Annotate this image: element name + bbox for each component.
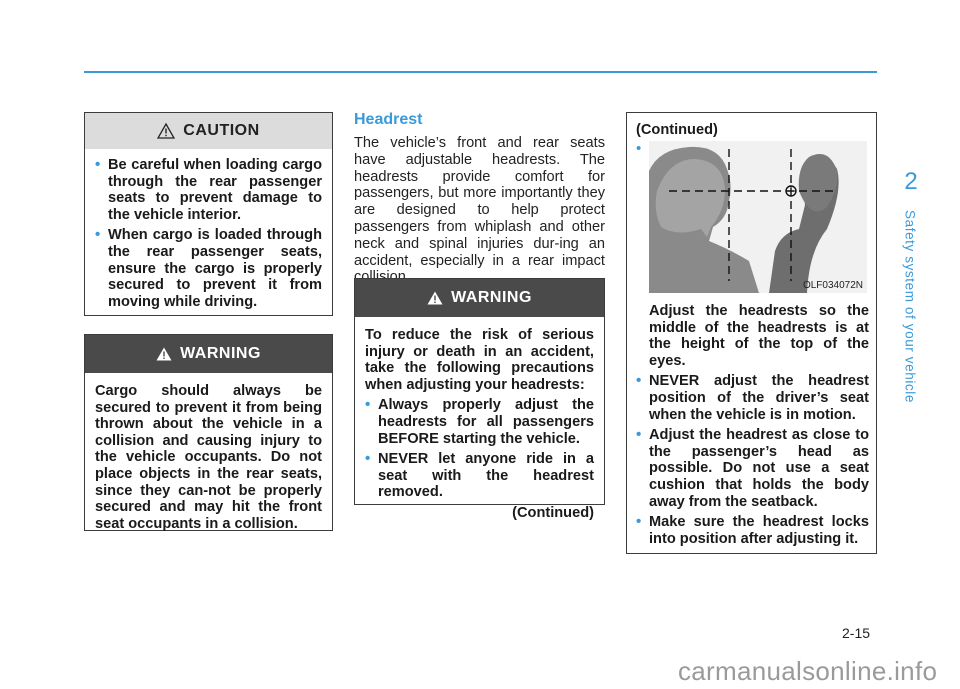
warning-outline-triangle-icon	[157, 123, 175, 139]
warning-bullet: • NEVER let anyone ride in a seat with the headrest removed.	[365, 451, 594, 501]
caution-box	[84, 112, 333, 316]
figure-label: OLF034072N	[802, 280, 863, 291]
warning-bullet: • Always properly adjust the headrests for all passengers BEFORE starting the vehicle.	[365, 397, 594, 447]
warning-cargo-box	[84, 334, 333, 531]
warning-filled-triangle-icon	[427, 291, 443, 305]
continued-bullet: • Make sure the headrest locks into position after adjusting it.	[636, 514, 869, 547]
warning-intro: To reduce the risk of serious injury or death in an accident, take the following precautions when adjusting your headrests:	[365, 327, 594, 393]
warning-header	[85, 335, 332, 373]
bullet-dot: •	[636, 140, 642, 157]
headrest-figure-svg	[649, 141, 867, 293]
page-number: 2-15	[842, 625, 871, 641]
chapter-number: 2	[904, 168, 918, 195]
warning-header	[355, 279, 604, 317]
warning-title: WARNING	[180, 345, 261, 362]
continued-bullet: • Adjust the headrest as close to the passenger’s head as possible. Do not use a seat cushion that holds the body away from the seatback.	[636, 427, 869, 510]
warning-title: WARNING	[451, 289, 532, 306]
continued-box	[626, 112, 877, 554]
continued-title: (Continued)	[636, 122, 718, 138]
continued-label: (Continued)	[512, 504, 594, 521]
section-heading: Headrest	[354, 111, 423, 128]
warning-headrest-box	[354, 278, 605, 521]
chapter-title: Safety system of your vehicle	[902, 210, 918, 403]
continued-first-text: Adjust the headrests so the middle of the headrests is at the height of the top of the eyes.	[649, 303, 869, 369]
continued-bullet: • NEVER adjust the headrest position of the driver’s seat when the vehicle is in motion.	[636, 373, 869, 423]
warning-filled-triangle-icon	[156, 347, 172, 361]
chapter-title-wrap	[895, 210, 925, 410]
caution-title: CAUTION	[183, 122, 260, 139]
caution-header	[85, 113, 332, 149]
caution-bullet: • When cargo is loaded through the rear passenger seats, ensure the cargo is properly secured to prevent it from moving while driving.	[95, 227, 322, 310]
watermark: carmanualsonline.info	[678, 656, 938, 686]
header-rule	[84, 71, 877, 73]
warning-cargo-text: Cargo should always be secured to prevent it from being thrown about the vehicle in a collision and causing injury to the vehicle occupants. Do not place objects in the rear seats, since they can-not be properly secured and may hit the front seat occupants in a collision.	[95, 383, 322, 532]
caution-bullet: • Be careful when loading cargo through the rear passenger seats to prevent damage to the vehicle interior.	[95, 157, 322, 223]
headrest-illustration	[649, 141, 867, 293]
headrest-paragraph: The vehicle’s front and rear seats have adjustable headrests. The headrests provide comfort for passengers, but more importantly they are designed to help protect passengers from whiplash and other neck and spinal injuries dur-ing an accident, especially in a rear impact	[354, 135, 605, 269]
